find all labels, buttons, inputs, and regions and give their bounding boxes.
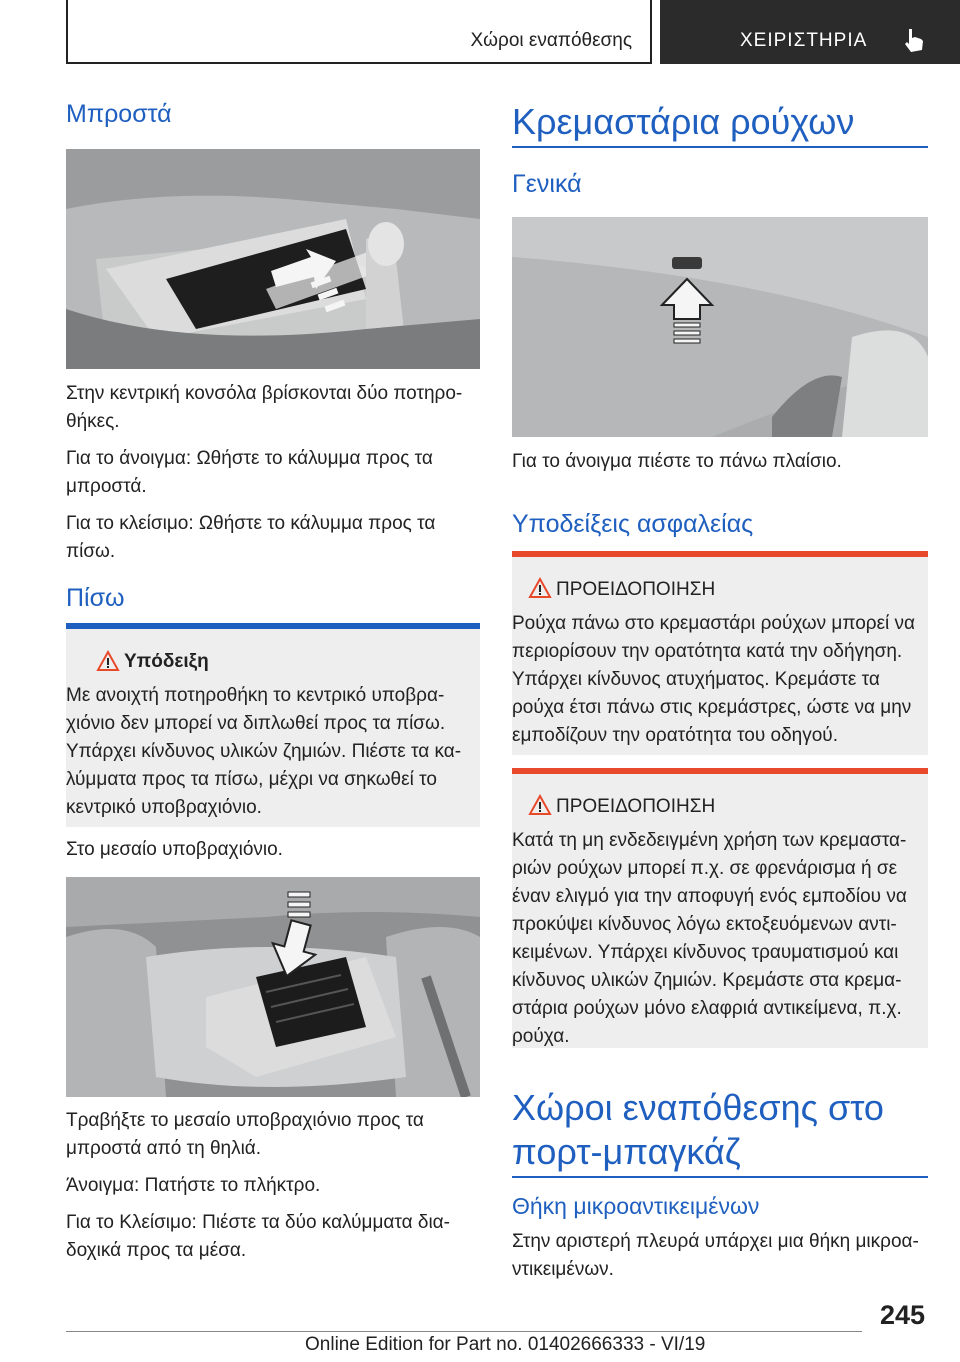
- header-manual-label: ΧΕΙΡΙΣΤΗΡΙΑ: [740, 30, 868, 51]
- header-section-box: [66, 0, 652, 64]
- general-heading: Γενικά: [512, 170, 582, 198]
- rear-text-4-line-1: Για το Κλείσιμο: Πιέστε τα δύο καλύμματα δια-: [66, 1212, 450, 1233]
- front-heading: Μπροστά: [66, 100, 172, 128]
- note-line: λύμματα προς τα πίσω, μέχρι να σηκωθεί το: [66, 769, 437, 790]
- warning-2-title: ΠΡΟΕΙΔΟΠΟΙΗΣΗ: [556, 796, 716, 817]
- rear-armrest-image: [66, 877, 480, 1097]
- warning-2-line: κίνδυνος υλικών ζημιών. Κρεμάστε στα κρεμα-: [512, 970, 902, 991]
- header-section-title: Χώροι εναπόθεσης: [470, 30, 632, 51]
- general-text: Για το άνοιγμα πιέστε το πάνω πλαίσιο.: [512, 451, 842, 472]
- warning-2-line: Κατά τη μη ενδεδειγμένη χρήση των κρεμαστα-: [512, 830, 907, 851]
- rear-text-2-line-2: μπροστά από τη θηλιά.: [66, 1138, 262, 1159]
- trunk-heading-line-2: πορτ-μπαγκάζ: [512, 1131, 741, 1172]
- warning-2-box: [512, 774, 928, 1048]
- note-title: Υπόδειξη: [124, 651, 209, 672]
- rear-text-3: Άνοιγμα: Πατήστε το πλήκτρο.: [66, 1175, 321, 1196]
- pocket-heading: Θήκη μικροαντικειμένων: [512, 1193, 760, 1219]
- front-text-3-line-2: πίσω.: [66, 541, 116, 562]
- warning-1-line: Ρούχα πάνω στο κρεμαστάρι ρούχων μπορεί να: [512, 613, 916, 634]
- trunk-heading-line-1: Χώροι εναπόθεσης στο: [512, 1087, 884, 1128]
- hand-pointer-icon: [900, 26, 928, 54]
- page-number: 245: [880, 1300, 926, 1330]
- coat-hook-image: [512, 217, 928, 437]
- trunk-rule: [512, 1176, 928, 1178]
- cupholder-front-image: [66, 149, 480, 369]
- note-line: Υπάρχει κίνδυνος υλικών ζημιών. Πιέστε τα κα-: [66, 741, 462, 762]
- warning-1-line: ρούχα έτσι πάνω στις κρεμάστρες, ώστε να μην: [512, 697, 912, 718]
- note-line: κεντρικό υποβραχιόνιο.: [66, 797, 262, 818]
- front-text-2-line-1: Για το άνοιγμα: Ωθήστε το κάλυμμα προς τα: [66, 448, 433, 469]
- warning-2-icon: [528, 794, 552, 821]
- warning-1-line: εμποδίζουν την ορατότητα του οδηγού.: [512, 725, 838, 746]
- warning-1-line: Υπάρχει κίνδυνος ατυχήματος. Κρεμάστε τα: [512, 669, 880, 690]
- warning-2-line: στάρια ρούχων μόνο ελαφριά αντικείμενα, π.χ.: [512, 998, 902, 1019]
- header-manual-tab: [660, 0, 960, 64]
- note-line: χιόνιο δεν μπορεί να διπλωθεί προς τα πίσω.: [66, 713, 446, 734]
- warning-2-line: ρούχα.: [512, 1026, 570, 1047]
- front-text-2-line-2: μπροστά.: [66, 476, 147, 497]
- rear-heading: Πίσω: [66, 584, 125, 612]
- warning-2-line: προκύψει κίνδυνος λόγω εκτοξευόμενων αντι-: [512, 914, 897, 935]
- footer-rule: [66, 1331, 862, 1332]
- warning-2-line: κειμένων. Υπάρχει κίνδυνος τραυματισμού και: [512, 942, 899, 963]
- rear-text-2-line-1: Τραβήξτε το μεσαίο υποβραχιόνιο προς τα: [66, 1110, 424, 1131]
- note-box: [66, 629, 480, 827]
- coat-hooks-rule: [512, 146, 928, 148]
- coat-hooks-heading: Κρεμαστάρια ρούχων: [512, 101, 855, 142]
- warning-1-line: περιορίσουν την ορατότητα κατά την οδήγηση.: [512, 641, 903, 662]
- front-text-3-line-1: Για το κλείσιμο: Ωθήστε το κάλυμμα προς τα: [66, 513, 436, 534]
- rear-text-1: Στο μεσαίο υποβραχιόνιο.: [66, 839, 283, 860]
- warning-1-icon: [528, 577, 552, 604]
- front-text-1-line-1: Στην κεντρική κονσόλα βρίσκονται δύο ποτηρο-: [66, 383, 463, 404]
- rear-text-4-line-2: δοχικά προς τα μέσα.: [66, 1240, 247, 1261]
- safety-heading: Υποδείξεις ασφαλείας: [512, 510, 754, 538]
- footer-edition: Online Edition for Part no. 01402666333 - VI/19: [305, 1334, 706, 1355]
- warning-1-box: [512, 557, 928, 755]
- warning-2-line: έναν ελιγμό για την αποφυγή ενός εμποδίου να: [512, 886, 907, 907]
- pocket-text-line-1: Στην αριστερή πλευρά υπάρχει μια θήκη μικροα-: [512, 1231, 919, 1252]
- warning-2-line: ριών ρούχων μπορεί π.χ. σε φρενάρισμα ή σε: [512, 858, 898, 879]
- note-warning-icon: [96, 650, 120, 677]
- front-text-1-line-2: θήκες.: [66, 411, 120, 432]
- warning-1-title: ΠΡΟΕΙΔΟΠΟΙΗΣΗ: [556, 579, 716, 600]
- pocket-text-line-2: ντικειμένων.: [512, 1259, 614, 1280]
- note-line: Με ανοιχτή ποτηροθήκη το κεντρικό υποβρα-: [66, 685, 445, 706]
